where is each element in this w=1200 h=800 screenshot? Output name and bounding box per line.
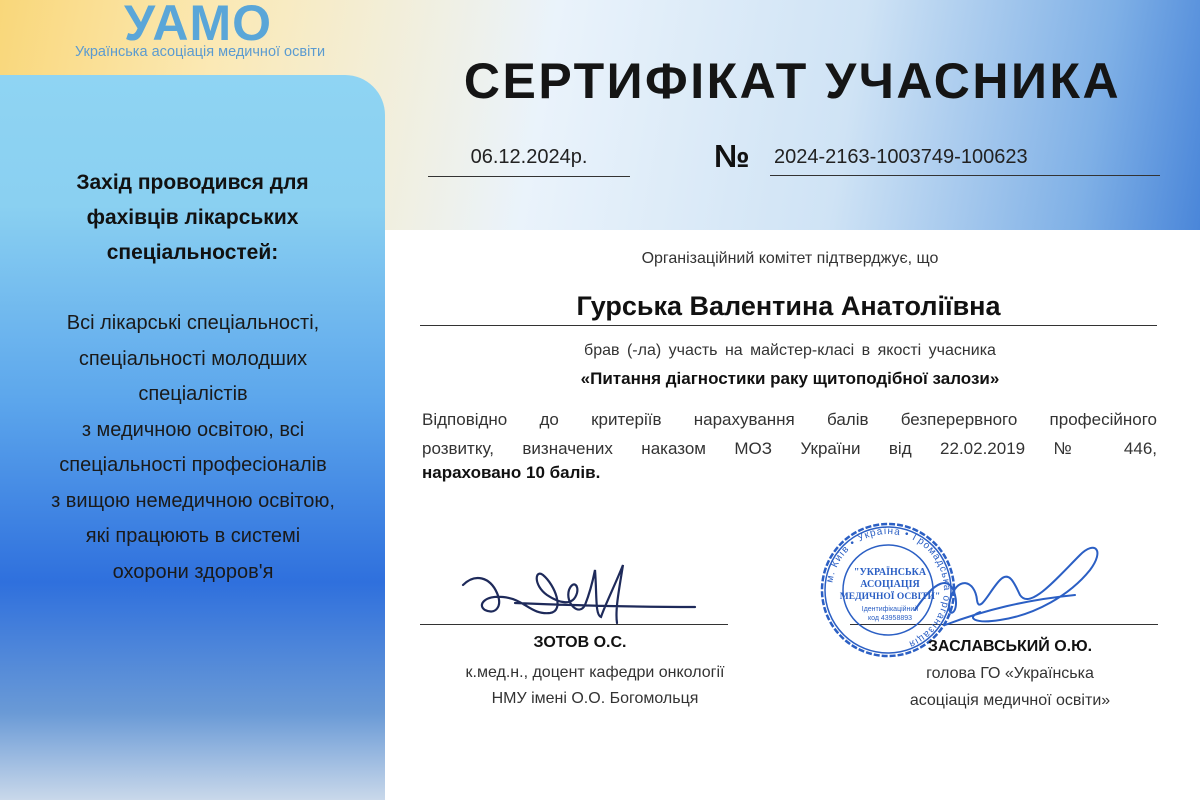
signer-name: ЗОТОВ О.С. — [533, 634, 627, 651]
heading-line: Захід проводився для — [76, 171, 309, 194]
logo-subtitle: Українська асоціація медичної освіти — [74, 44, 326, 60]
specialty-line: спеціалістів — [138, 383, 248, 405]
heading-line: фахівців лікарських — [86, 206, 299, 229]
recipient-name: Гурська Валентина Анатоліївна — [420, 291, 1157, 326]
specialty-line: спеціальності молодших — [78, 347, 308, 370]
svg-text:АСОЦІАЦІЯ: АСОЦІАЦІЯ — [860, 579, 920, 590]
points-awarded: нараховано 10 балів. — [422, 463, 601, 482]
criteria-line: Відповідно до критеріїв нарахування балів безперервного професійного — [422, 410, 1157, 429]
svg-text:МЕДИЧНОЇ ОСВІТИ": МЕДИЧНОЇ ОСВІТИ" — [839, 592, 941, 602]
heading-line: спеціальностей: — [106, 241, 279, 264]
left-panel-specialties — [8, 306, 378, 590]
participation-text: брав (-ла) участь на майстер-класі в якості учасника — [584, 342, 996, 359]
specialty-line: які працюють в системі — [85, 525, 301, 547]
svg-text:"УКРАЇНСЬКА: "УКРАЇНСЬКА — [853, 567, 927, 578]
logo-wordmark: УАМО — [124, 0, 272, 51]
signer-title: асоціація медичної освіти» — [909, 692, 1111, 709]
svg-text:код 43958893: код 43958893 — [867, 615, 913, 622]
signature-mark — [905, 540, 1110, 650]
specialty-line: Всі лікарські спеціальності, — [66, 312, 320, 334]
certificate-date: 06.12.2024р. — [428, 146, 630, 177]
certificate-title: СЕРТИФІКАТ УЧАСНИКА — [463, 53, 1122, 109]
specialty-line: спеціальності професіоналів — [59, 454, 327, 476]
signer-title: голова ГО «Українська — [926, 665, 1094, 682]
number-sign: № — [714, 138, 750, 174]
signer-title: к.мед.н., доцент кафедри онкології — [465, 664, 725, 681]
left-panel-heading — [20, 165, 365, 270]
signer-title: НМУ імені О.О. Богомольця — [491, 690, 699, 707]
specialty-line: з медичною освітою, всі — [81, 418, 305, 441]
criteria-line: розвитку, визначених наказом МОЗ України від 22.02.2019 № 446, — [422, 439, 1157, 458]
confirmation-text: Організаційний комітет підтверджує, що — [641, 250, 939, 267]
criteria-paragraph — [422, 405, 1157, 463]
certificate-number: 2024-2163-1003749-100623 — [770, 146, 1160, 176]
signature-line — [420, 624, 728, 625]
svg-text:Ідентифікаційний: Ідентифікаційний — [861, 606, 919, 613]
specialty-line: охорони здоров'я — [112, 560, 274, 583]
signature-mark — [455, 555, 705, 630]
signer-name: ЗАСЛАВСЬКИЙ О.Ю. — [927, 638, 1093, 655]
event-title: «Питання діагностики раку щитоподібної залози» — [580, 369, 1000, 388]
left-info-panel — [0, 75, 385, 800]
specialty-line: з вищою немедичною освітою, — [51, 489, 335, 512]
svg-text:м. Київ • Україна • Громадська: м. Київ • Україна • Громадська організація — [824, 525, 953, 650]
